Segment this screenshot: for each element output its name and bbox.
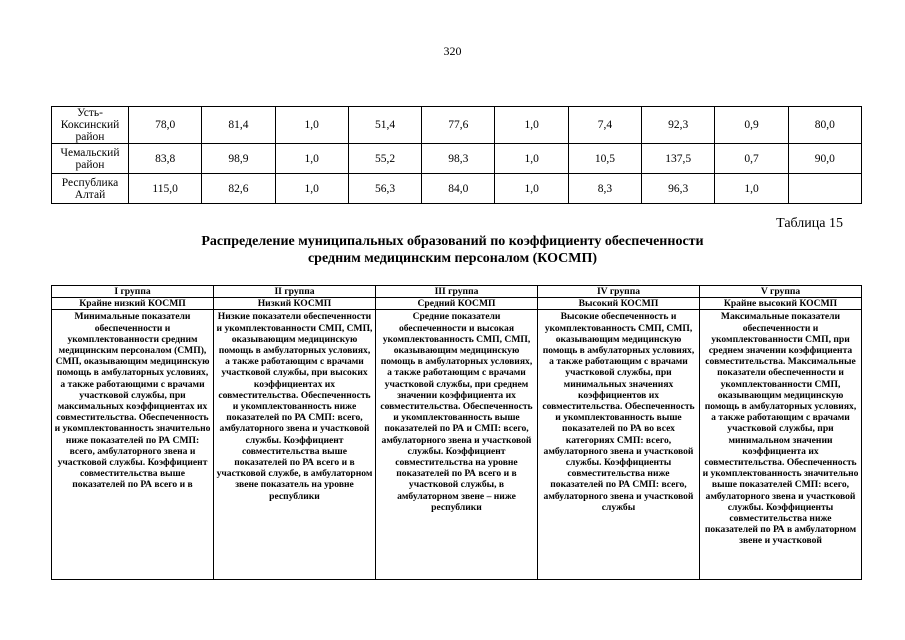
group-level-cell: Крайне низкий КОСМП	[52, 298, 214, 310]
group-name-cell: II группа	[214, 286, 376, 298]
value-cell: 90,0	[788, 144, 861, 174]
value-cell: 0,9	[715, 107, 788, 144]
group-description-cell: Высокие обеспеченность и укомплектованность СМП, СМП, оказывающим медицинскую помощь в амбулаторных условиях, а также работающим с врачами участковой службы, при минимальных значениях коэффициентов их совместительства. Обеспеченность и укомплектованность выше показателей по РА во всех категориях СМП: всего, амбулаторного звена и участковой службы. Коэффициенты совместительства ниже показателей по РА СМП: всего, амбулаторного звена и участковой службы	[538, 310, 700, 580]
table-row	[52, 144, 862, 174]
table-row	[52, 174, 862, 204]
value-cell: 115,0	[129, 174, 202, 204]
value-cell: 1,0	[275, 174, 348, 204]
value-cell: 51,4	[348, 107, 421, 144]
value-cell: 7,4	[568, 107, 641, 144]
group-level-cell: Средний КОСМП	[376, 298, 538, 310]
regional-indicators-table	[51, 106, 862, 204]
value-cell: 92,3	[642, 107, 715, 144]
group-name-cell: I группа	[52, 286, 214, 298]
group-description-cell: Средние показатели обеспеченности и высокая укомплектованность СМП, СМП, оказывающим медицинскую помощь в амбулаторных условиях, а также работающим с врачами участковой службы, при среднем значении коэффициента их совместительства. Обеспеченность и укомплектованность выше показателей по РА и СМП: всего, амбулаторного звена и участковой службы. Коэффициент совместительства на уровне показателей по РА всего и в участковой службы, в амбулаторном звене – ниже республики	[376, 310, 538, 580]
table-title-line1: Распределение муниципальных образований по коэффициенту обеспеченности	[201, 234, 704, 249]
value-cell: 96,3	[642, 174, 715, 204]
value-cell: 83,8	[129, 144, 202, 174]
table-row	[52, 107, 862, 144]
group-name-cell: III группа	[376, 286, 538, 298]
region-cell: Чемальский район	[52, 144, 129, 174]
group-level-cell: Высокий КОСМП	[538, 298, 700, 310]
value-cell: 77,6	[422, 107, 495, 144]
group-name-cell: V группа	[700, 286, 862, 298]
value-cell: 0,7	[715, 144, 788, 174]
group-description-cell: Минимальные показатели обеспеченности и укомплектованности средним медицинским персоналом (СМП), СМП, оказывающим медицинскую помощь в амбулаторных условиях, а также работающими с врачами участковой службы, при максимальных коэффициентах их совместительства. Обеспеченность и укомплектованность значительно ниже показателей по РА СМП: всего, амбулаторного звена и участковой службы. Коэффициент совместительства выше показателей по РА всего и в	[52, 310, 214, 580]
value-cell: 1,0	[495, 144, 568, 174]
value-cell: 78,0	[129, 107, 202, 144]
value-cell: 55,2	[348, 144, 421, 174]
group-names-row	[52, 286, 862, 298]
group-level-cell: Низкий КОСМП	[214, 298, 376, 310]
region-cell: Республика Алтай	[52, 174, 129, 204]
value-cell	[788, 174, 861, 204]
group-descriptions-row	[52, 310, 862, 580]
value-cell: 98,9	[202, 144, 275, 174]
table-title	[0, 233, 905, 267]
value-cell: 1,0	[715, 174, 788, 204]
value-cell: 10,5	[568, 144, 641, 174]
table-title-line2: средним медицинским персоналом (КОСМП)	[307, 251, 598, 266]
value-cell: 80,0	[788, 107, 861, 144]
region-cell: Усть-Коксинский район	[52, 107, 129, 144]
table-label: Таблица 15	[776, 216, 843, 231]
value-cell: 1,0	[495, 174, 568, 204]
value-cell: 98,3	[422, 144, 495, 174]
value-cell: 1,0	[275, 144, 348, 174]
groups-table	[51, 285, 862, 580]
value-cell: 1,0	[275, 107, 348, 144]
group-levels-row	[52, 298, 862, 310]
group-name-cell: IV группа	[538, 286, 700, 298]
value-cell: 84,0	[422, 174, 495, 204]
group-description-cell: Максимальные показатели обеспеченности и укомплектованности СМП, при среднем значении коэффициента совместительства. Максимальные показатели обеспеченности и укомплектованности СМП, оказывающим медицинскую помощь в амбулаторных условиях, а также работающим с врачами участковой службы, при минимальном значении коэффициента их совместительства. Обеспеченность и укомплектованность значительно выше показателей СМП: всего, амбулаторного звена и участковой службы. Коэффициенты совместительства ниже показателей по РА в амбулаторном звене и участковой	[700, 310, 862, 580]
value-cell: 82,6	[202, 174, 275, 204]
group-description-cell: Низкие показатели обеспеченности и укомплектованности СМП, СМП, оказывающим медицинскую помощь в амбулаторных условиях, а также работающим с врачами участковой службы, при высоких коэффициентах их совместительства. Обеспеченность и укомплектованность ниже показателей по РА СМП: всего, амбулаторного звена и участковой службы. Коэффициент совместительства выше показателей по РА всего и в участковой службе, в амбулаторном звене показатель на уровне республики	[214, 310, 376, 580]
value-cell: 137,5	[642, 144, 715, 174]
value-cell: 81,4	[202, 107, 275, 144]
value-cell: 8,3	[568, 174, 641, 204]
group-level-cell: Крайне высокий КОСМП	[700, 298, 862, 310]
value-cell: 1,0	[495, 107, 568, 144]
value-cell: 56,3	[348, 174, 421, 204]
page-number: 320	[443, 44, 462, 58]
